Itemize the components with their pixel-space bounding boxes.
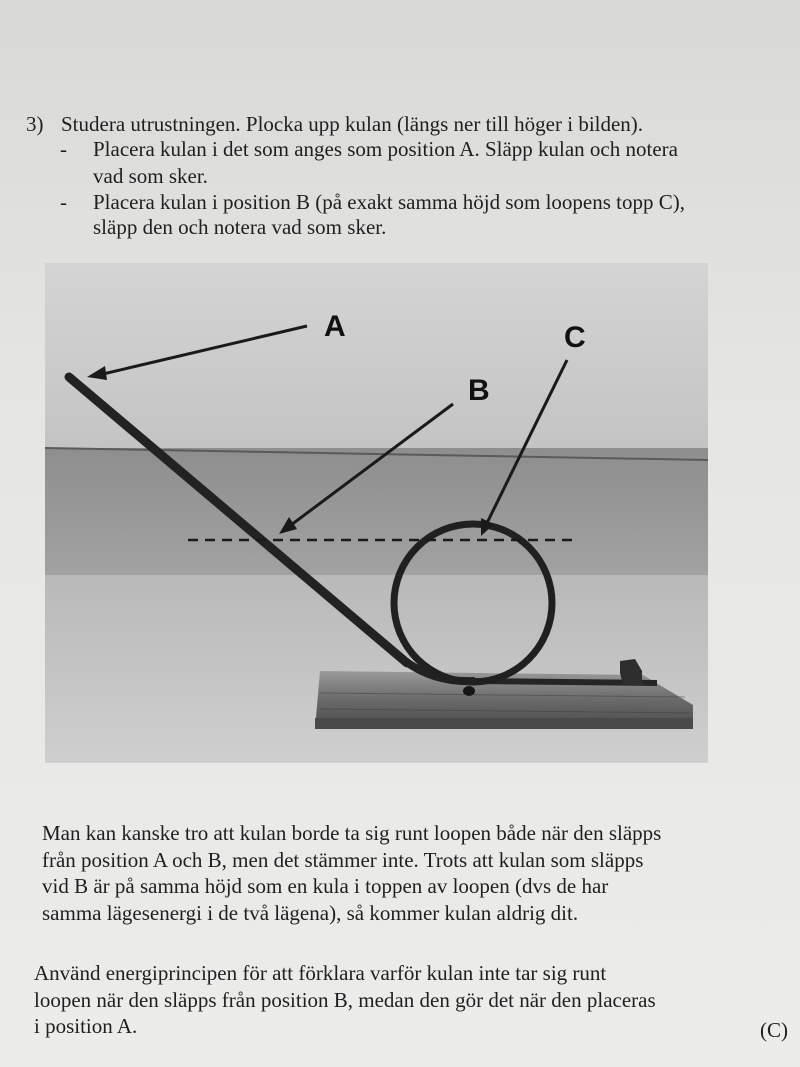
base-front-edge	[315, 718, 693, 729]
bullet-dash: -	[60, 190, 67, 214]
bullet-line: Placera kulan i det som anges som position A. Släpp kulan och notera	[93, 137, 678, 161]
apparatus-figure	[45, 263, 708, 763]
paragraph-line: Man kan kanske tro att kulan borde ta sig runt loopen både när den släpps	[42, 821, 662, 845]
bullet-line: Placera kulan i position B (på exakt samma höjd som loopens topp C),	[93, 190, 685, 214]
bullet-line: släpp den och notera vad som sker.	[93, 215, 387, 239]
apparatus-photo	[45, 263, 708, 763]
paragraph-line: i position A.	[34, 1014, 138, 1038]
paragraph-line: samma lägesenergi i de två lägena), så kommer kulan aldrig dit.	[42, 900, 579, 925]
paragraph-line: Använd energiprincipen för att förklara varför kulan inte tar sig runt	[34, 961, 607, 985]
wall-band	[45, 448, 708, 575]
label-a: A	[324, 310, 346, 343]
paragraph-line: från position A och B, men det stämmer inte. Trots att kulan som släpps	[42, 847, 644, 872]
bullet-line: vad som sker.	[93, 164, 208, 188]
ball	[463, 686, 475, 696]
wall-background	[45, 263, 708, 448]
table-surface	[45, 575, 708, 763]
label-c: C	[564, 321, 586, 354]
task-paragraph	[34, 960, 656, 1040]
paragraph-line: loopen när den släpps från position B, medan den gör det när den placeras	[34, 987, 656, 1012]
paragraph-line: vid B är på samma höjd som en kula i toppen av loopen (dvs de har	[42, 874, 609, 898]
explanation-paragraph	[42, 820, 661, 926]
grade-level-mark: (C)	[760, 1018, 788, 1042]
label-b: B	[468, 374, 490, 407]
bullet-dash: -	[60, 137, 67, 161]
question-text: Studera utrustningen. Plocka upp kulan (längs ner till höger i bilden).	[61, 112, 644, 136]
question-number: 3)	[26, 112, 44, 136]
